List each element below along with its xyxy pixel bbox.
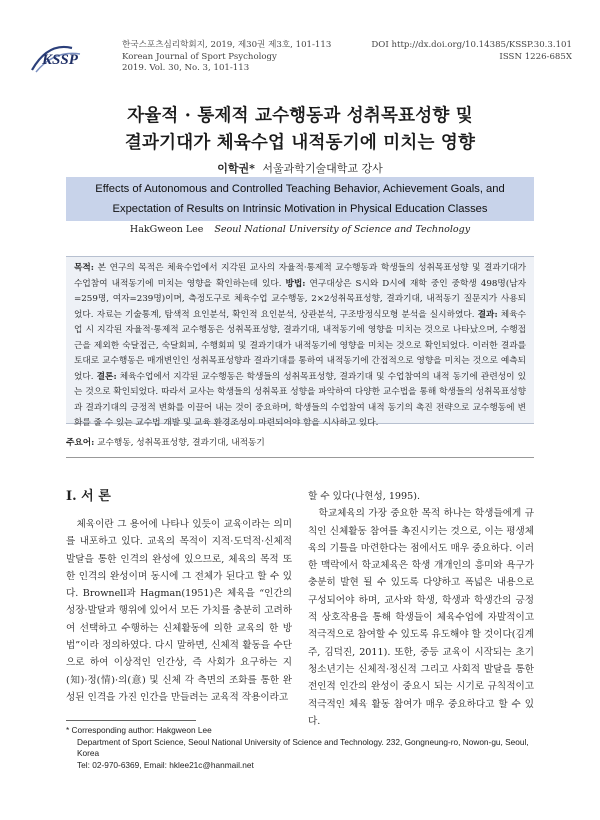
journal-citation bbox=[122, 40, 331, 75]
journal-logo bbox=[28, 40, 118, 74]
abstract-result: 체육수업 시 지각된 자율적·통제적 교수행동은 성취목표성향, 결과기대, 내적동기에 영향을 미치는 것으로 나타났으며, 수행접근을 제외한 숙달접근, 숙달회피, 수행회피 및 결과기대가 내적동기에 영향을 미치는 것으로 확인되었다. 이러한 결과를 토대로 교수행동은 매개변인인 성취목표성향과 결과기대를 통하여 내적동기에 간접적으로 영향을 미치는 것으로 예측되었다. bbox=[74, 309, 526, 382]
author-name-en: HakGweon Lee bbox=[129, 224, 204, 235]
logo-text: KSSP bbox=[42, 52, 78, 68]
title-en-line-2: Expectation of Results on Intrinsic Motivation in Physical Education Classes bbox=[112, 203, 488, 215]
keywords bbox=[66, 436, 534, 448]
author-english bbox=[0, 224, 600, 235]
english-title-box bbox=[66, 177, 534, 221]
body-column-right bbox=[308, 488, 534, 730]
author-affil-en: Seoul National University of Science and Technology bbox=[214, 224, 471, 235]
corresponding-author: * Corresponding author: Hakgweon Lee bbox=[66, 725, 212, 735]
author-affil-ko: 서울과학기술대학교 강사 bbox=[262, 162, 383, 175]
abstract-method: 연구대상은 S시와 D시에 재학 중인 중학생 498명(남자=259명, 여자=239명)이며, 측정도구로 체육수업 교수행동, 2×2성취목표성향, 결과기대, 내적동기 질문지가 사용되었다. 자료는 기술통계, 탐색적 요인분석, 확인적 요인분석, 상관분석, 구조방정식모형 분석을 실시하였다. bbox=[74, 278, 526, 320]
abstract-purpose: 본 연구의 목적은 체육수업에서 지각된 교사의 자율적·통제적 교수행동과 학생들의 성취목표성향 및 결과기대가 수업참여 내적동기에 미치는 영향을 확인하는데 있다. bbox=[74, 263, 526, 289]
section-heading: Ⅰ. 서 론 bbox=[66, 489, 111, 504]
journal-name-ko: 한국스포츠심리학회지, 2019, 제30권 제3호, 101-113 bbox=[122, 40, 332, 50]
doi-link[interactable]: DOI http://dx.doi.org/10.14385/KSSP.30.3.101 bbox=[371, 40, 572, 50]
intro-paragraph-2: 학교체육의 가장 중요한 목적 하나는 학생들에게 규칙인 신체활동 참여를 촉진시키는 것으로, 이는 평생체육의 기틀을 마련한다는 점에서도 매우 중요하다. 이러한 맥락에서 학교체육은 학생 개개인의 흥미와 욕구가 충분히 발현 될 수 있도록 다양하고 폭넓은 내용으로 구성되어야 하며, 교사와 학생, 학생과 학생간의 긍정적 상호작용을 통해 학생들이 체육수업에 자발적이고 적극적으로 참여할 수 있도록 유도해야 할 것이다(김계주, 김덕진, 2011). 또한, 중등 교육이 시작되는 초기 청소년기는 신체적·정신적 그리고 사회적 발달을 통한 전인적 인간의 완성이 중요시 되는 시기로 규칙적이고 적극적인 체육 활동 참여가 매우 중요하다고 할 수 있다. bbox=[308, 508, 534, 727]
title-line-1: 자율적 · 통제적 교수행동과 성취목표성향 및 bbox=[127, 106, 473, 126]
abstract-conclusion-label: 결론: bbox=[96, 371, 117, 382]
keywords-label: 주요어: bbox=[66, 438, 95, 448]
abstract-method-label: 방법: bbox=[285, 278, 306, 289]
abstract-box bbox=[66, 256, 534, 428]
abstract-purpose-label: 목적: bbox=[74, 263, 94, 273]
title-line-2: 결과기대가 체육수업 내적동기에 미치는 영향 bbox=[124, 133, 476, 153]
journal-volume: 2019. Vol. 30, No. 3, 101-113 bbox=[122, 63, 250, 73]
author-korean bbox=[0, 160, 600, 176]
author-contact: Tel: 02-970-6369, Email: hklee21c@hanmail.net bbox=[77, 759, 254, 770]
abstract-result-label: 결과: bbox=[477, 309, 498, 320]
body-column-left bbox=[66, 488, 292, 706]
journal-name-en: Korean Journal of Sport Psychology bbox=[122, 51, 277, 62]
intro-paragraph-1: 체육이란 그 용어에 나타나 있듯이 교육이라는 의미를 내포하고 있다. 교육의 목적이 지적·도덕적·신체적 발달을 통한 인격의 완성에 있으므로, 체육의 목적 또한 인격의 완성이며 동시에 그 전체가 된다고 할 수 있다. Brownell과 Hagman(1951)은 체육을 “인간의 성장·발달과 행위에 있어서 모든 가치를 충분히 고려하여 선택하고 수행하는 신체활동에 의한 교육의 한 방법”이라 정의하였다. 다시 말하면, 신체적 활동을 수단으로 하여 이상적인 인간상, 즉 사회가 요구하는 지(知)·정(情)·의(意) 및 신체 각 측면의 조화를 통한 완성된 인격을 가진 인간을 만들려는 교육적 작용이라고 bbox=[66, 519, 292, 703]
abstract-conclusion: 체육수업에서 지각된 교수행동은 학생들의 성취목표성향, 결과기대 및 수업참여의 내적 동기에 관련성이 있는 것으로 확인되었다. 따라서 교사는 학생들의 성취목표 성향을 파악하여 다양한 교수법을 통해 학생들의 성취목표성향과 결과기대의 긍정적 변화를 이끌어 내는 것이 중요하며, 학생들의 수업참여 내적 동기의 촉진 전략으로 교수행동에 변화를 줄 수 있는 교수법 개발 및 교육 환경조성이 마련되어야 함을 시사하고 있다. bbox=[74, 371, 526, 428]
footnote bbox=[66, 725, 540, 771]
paper-title bbox=[0, 103, 600, 157]
kssp-logo-icon bbox=[28, 40, 118, 74]
intro-paragraph-continued: 할 수 있다(나현성, 1995). bbox=[308, 491, 421, 502]
keywords-text: 교수행동, 성취목표성향, 결과기대, 내적동기 bbox=[94, 438, 265, 448]
issn: ISSN 1226-685X bbox=[499, 51, 572, 62]
page-header bbox=[28, 40, 572, 80]
doi-block bbox=[371, 40, 572, 63]
keywords-divider bbox=[66, 457, 534, 458]
title-en-line-1: Effects of Autonomous and Controlled Teaching Behavior, Achievement Goals, and bbox=[95, 183, 505, 195]
footnote-divider bbox=[66, 720, 196, 721]
author-address: Department of Sport Science, Seoul National University of Science and Technology. 232, Gongneung-ro, Nowon-gu, Seoul, Korea bbox=[77, 736, 529, 758]
author-name-ko: 이학권* bbox=[217, 162, 255, 175]
